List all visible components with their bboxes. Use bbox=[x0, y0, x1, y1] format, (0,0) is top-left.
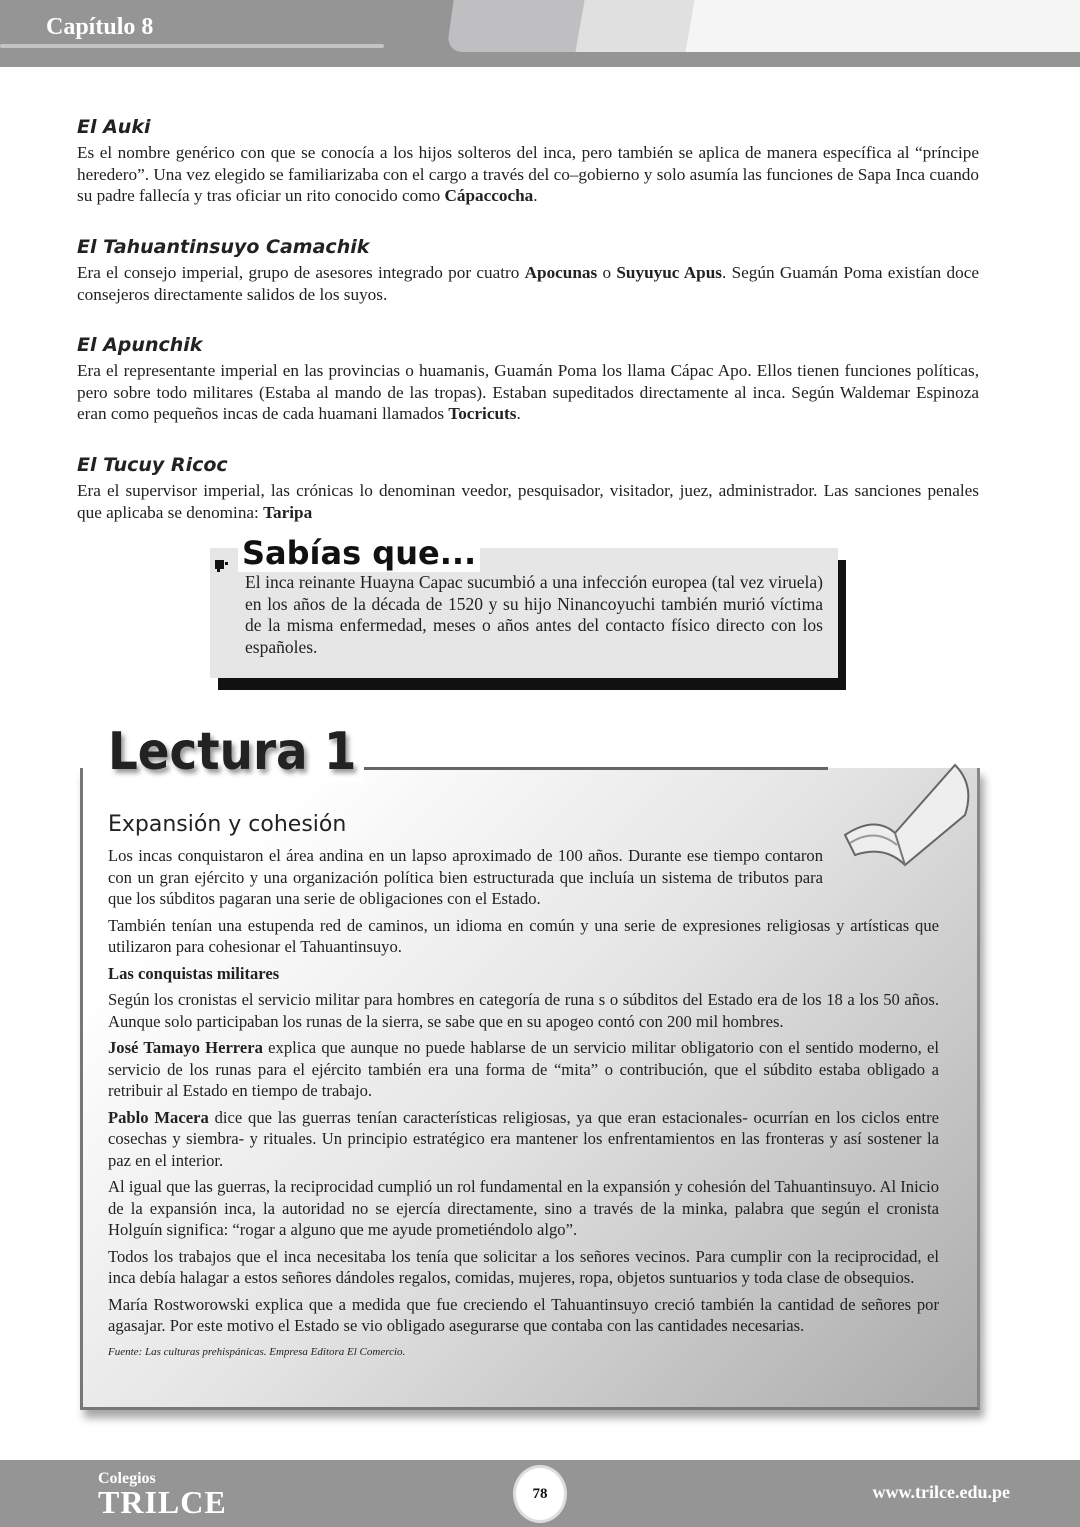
section-text: Era el representante imperial en las provincias o huamanis, Guamán Poma los llama Cápac Apo. Ellos tienen funciones políticas, pero sobre todo militares (Estaba al mando de las tropas). Estaban supeditados directamente al inca. Según Waldemar Espinoza eran como pequeños incas de cada huamani llamados Tocricuts. bbox=[77, 361, 979, 423]
section-camachik bbox=[77, 236, 979, 305]
section-title: El Tucuy Ricoc bbox=[77, 454, 228, 476]
paragraph: Pablo Macera dice que las guerras tenían características religiosas, ya que eran estacionales- ocurrían en los ciclos entre cosechas y siembra- y rituales. Un principio estratégico era mantener los enfrentamientos en las fronteras y así sostener la paz en el interior. bbox=[108, 1107, 939, 1170]
paragraph: María Rostworowski explica que a medida que fue creciendo el Tahuantinsuyo creció también la cantidad de señores por agasajar. Por este motivo el Estado se vio obligado asegurarse que contaba con las cantidades necesarias. bbox=[108, 1294, 939, 1335]
section-title: El Auki bbox=[77, 116, 151, 138]
section-auki bbox=[77, 116, 979, 207]
website-link[interactable]: www.trilce.edu.pe bbox=[872, 1482, 1010, 1502]
paragraph: Los incas conquistaron el área andina en un lapso aproximado de 100 años. Durante ese tiempo contaron con un gran ejército y una organización política bien estructurada que incluía un sistema de tributos para que los súbditos pagaran una serie de obligaciones con el Estado. bbox=[108, 846, 823, 908]
sabias-que-box bbox=[210, 534, 838, 678]
section-apunchik bbox=[77, 334, 979, 425]
subheading: Las conquistas militares bbox=[108, 963, 280, 983]
paragraph: Según los cronistas el servicio militar para hombres en categoría de runa s o súbditos del Estado era de los 18 a los 50 años. Aunque solo participaban los runas de la sierra, se sabe que en su apogeo contó con 200 mil hombres. bbox=[108, 990, 939, 1031]
sabias-text: El inca reinante Huayna Capac sucumbió a una infección europea (tal vez viruela) en los años de la década de 1520 y su hijo Ninancoyuchi también murió víctima de la misma enfermedad, meses o años antes del contacto físico directo con los españoles. bbox=[245, 572, 823, 657]
chapter-header bbox=[0, 0, 1080, 67]
page-number: 78 bbox=[516, 1468, 564, 1520]
lectura-subtitle: Expansión y cohesión bbox=[108, 812, 347, 837]
section-text: Es el nombre genérico con que se conocía a los hijos solteros del inca, pero también se aplica de manera específica al “príncipe heredero”. Una vez elegido se familiarizaba con el cargo a través del co–gobierno y solo asumía las funciones de Sapa Inca cuando su padre fallecía y tras oficiar un rito conocido como Cápaccocha. bbox=[77, 143, 979, 205]
section-text: Era el supervisor imperial, las crónicas lo denominan veedor, pesquisador, visitador, juez, administrador. Las sanciones penales que aplicaba se denomina: Taripa bbox=[77, 481, 979, 522]
paragraph: José Tamayo Herrera explica que aunque no puede hablarse de un servicio militar obligatorio con el sentido moderno, el servicio de los runas para el ejército también era una forma de “mita” o contribución, que el súbdito estaba obligado a retribuir al Estado en tiempo de trabajo. bbox=[108, 1038, 939, 1100]
page-footer bbox=[0, 1460, 1080, 1527]
source-note: Fuente: Las culturas prehispánicas. Empresa Editora El Comercio. bbox=[108, 1345, 406, 1358]
section-title: El Tahuantinsuyo Camachik bbox=[77, 236, 370, 258]
paragraph: Al igual que las guerras, la reciprocidad cumplió un rol fundamental en la expansión y cohesión del Tahuantinsuyo. Al Inicio de la expansión inca, la autoridad no se ejercía directamente, sino a través de la minka, palabra que según el cronista Holguín significa: “rogar a alguno que me ayude prometiéndolo algo”. bbox=[108, 1177, 939, 1239]
lectura-title: Lectura 1 bbox=[108, 722, 364, 782]
section-tucuy-ricoc bbox=[77, 454, 979, 523]
section-text: Era el consejo imperial, grupo de asesores integrado por cuatro Apocunas o Suyuyuc Apus. Según Guamán Poma existían doce consejeros directamente salidos de los suyos. bbox=[77, 263, 980, 304]
divider bbox=[342, 767, 828, 770]
chapter-title: Capítulo 8 bbox=[46, 14, 154, 40]
lectura-content bbox=[108, 812, 939, 1368]
squares-icon bbox=[215, 558, 229, 572]
paragraph: También tenían una estupenda red de caminos, un idioma en común y una serie de expresiones religiosas y artísticas que utilizaron para cohesionar el Tahuantinsuyo. bbox=[108, 915, 939, 956]
section-title: El Apunchik bbox=[77, 334, 203, 356]
brand-logo: TRILCE bbox=[98, 1484, 227, 1520]
paragraph: Todos los trabajos que el inca necesitaba los tenía que solicitar a los señores vecinos. Para cumplir con la reciprocidad, el inca debía halagar a estos señores dándoles regalos, comidas, mujeres, ropa, objetos suntuarios y toda clase de obsequios. bbox=[108, 1246, 939, 1287]
sabias-title: Sabías que... bbox=[238, 534, 480, 572]
brand-small: Colegios bbox=[98, 1470, 156, 1487]
